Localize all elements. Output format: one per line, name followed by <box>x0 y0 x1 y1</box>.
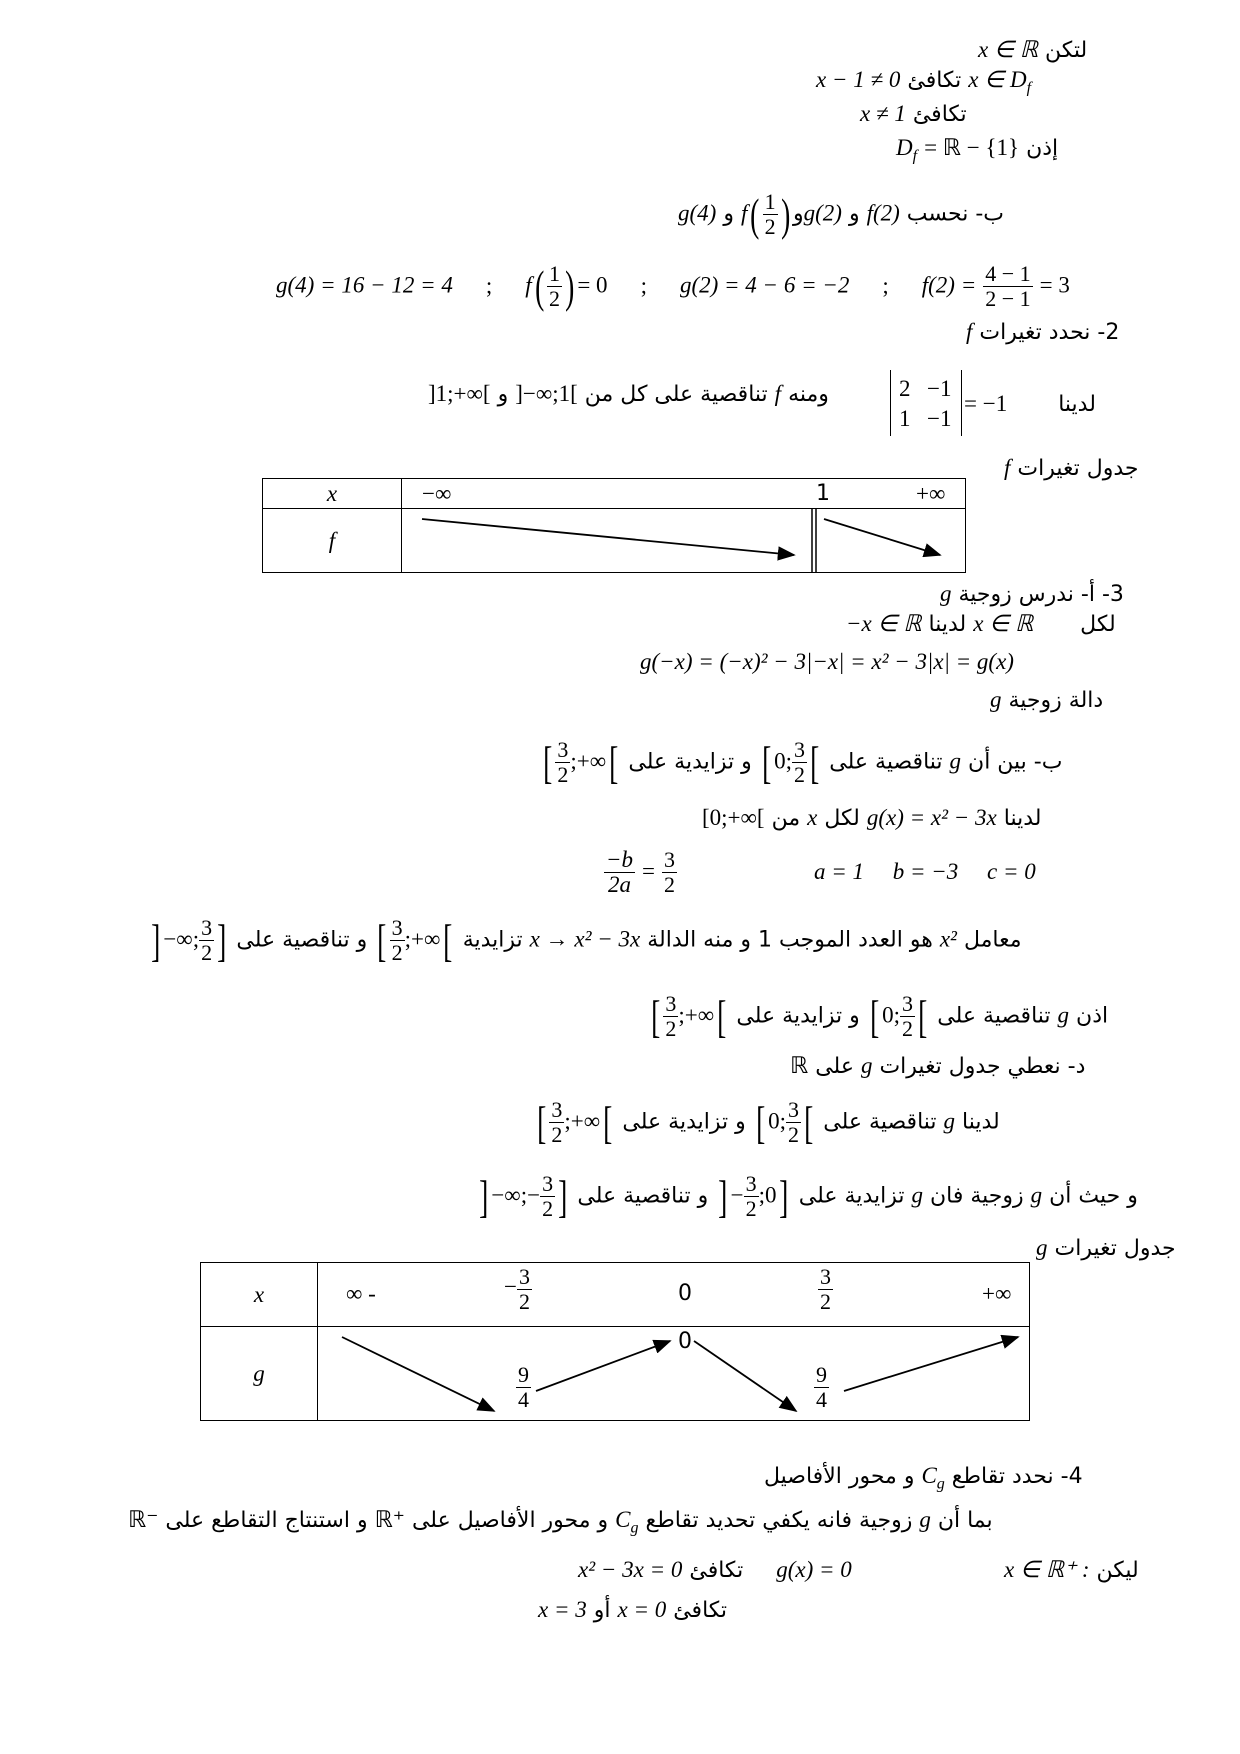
math: C <box>615 1507 631 1532</box>
text: تكافئ <box>673 1598 728 1623</box>
line-forall <box>846 610 1116 639</box>
math: g(x) = x² − 3x <box>866 805 997 830</box>
det-entry: −1 <box>927 406 952 431</box>
text: لدينا <box>962 1109 1000 1135</box>
frac-den: 2 <box>745 1196 757 1221</box>
math: f <box>966 319 973 344</box>
caption-f-table <box>1004 454 1138 483</box>
frac-num: 3 <box>793 737 805 762</box>
math: ]−∞;1[ <box>515 381 578 406</box>
frac-num: 3 <box>745 1171 757 1196</box>
text: لدينا <box>1058 392 1096 417</box>
text: تكافئ <box>907 68 962 93</box>
text: لكل <box>1080 612 1116 637</box>
math: −x ∈ ℝ <box>846 611 922 636</box>
line-vertex <box>604 848 677 897</box>
increasing-arrow <box>536 1341 670 1391</box>
math: f <box>1004 455 1011 480</box>
text: ومنه <box>788 382 829 407</box>
fraction: $\frac{4 - 1}{2 - 1}$ <box>985 261 1031 311</box>
value-one: 1 <box>816 481 830 506</box>
math: g <box>990 687 1002 712</box>
line-equiv-domain <box>816 66 1031 102</box>
frac-den: 2 <box>201 940 213 965</box>
math: ;+∞ <box>570 748 607 774</box>
decreasing-arrow <box>422 519 794 555</box>
frac-num: −b <box>606 847 634 872</box>
line-since-even-4 <box>128 1506 993 1542</box>
decreasing-arrow <box>342 1337 494 1411</box>
minus-infinity: −∞ <box>422 481 452 506</box>
frac-den: 2 <box>551 1122 563 1147</box>
text: ب- بين أن <box>968 749 1063 775</box>
math-sub: f <box>912 147 918 165</box>
frac-den: 2 <box>518 1289 530 1314</box>
text: و <box>848 201 860 227</box>
value-zero: 0 <box>678 1281 692 1306</box>
math: g <box>911 1182 923 1208</box>
text: تزايدية على <box>798 1183 905 1209</box>
math: −∞;− <box>491 1182 541 1208</box>
text: تكافئ <box>689 1558 744 1583</box>
math: ℝ⁺ <box>374 1507 405 1532</box>
frac-num: 3 <box>201 915 213 940</box>
heading-2 <box>966 318 1119 347</box>
sep: ; <box>640 272 647 298</box>
text: و تزايدية على <box>628 749 752 775</box>
line-coef-sign: ] −∞; $\frac{3}{2}$ ] و تناقصية على [ $\frac{3}{2}$ ;+∞[ تزايدية x → x² − 3x هو العدد الموجب 1 و منه الدالة x² معامل <box>151 914 1022 966</box>
frac-den: 2 <box>820 1289 831 1314</box>
math: ;+∞ <box>404 926 441 952</box>
fraction: $\frac{1}{2}$ <box>764 189 776 239</box>
text: بما أن <box>937 1508 993 1533</box>
caption-g-table <box>1036 1234 1176 1263</box>
math: x ∈ ℝ <box>978 37 1038 62</box>
line-gx-def <box>702 804 1041 833</box>
text: على <box>815 1054 854 1079</box>
math-sub: g <box>630 1519 639 1537</box>
text: و <box>793 201 804 227</box>
text: تناقصية على <box>937 1003 1051 1029</box>
math: − <box>730 1182 744 1208</box>
det-entry: −1 <box>927 376 952 401</box>
math: = 0 <box>577 272 608 298</box>
math: x ∈ D <box>968 67 1027 92</box>
line-compute-title: g(4) و f( $\frac{1}{2}$ ) وg(2) و f(2) ب- نحسب <box>678 188 1004 240</box>
math: g <box>860 1053 873 1078</box>
text: و تزايدية على <box>736 1003 860 1029</box>
text: و تناقصية على <box>236 927 368 953</box>
variation-table-f <box>262 478 966 573</box>
frac-den: 2 <box>391 940 403 965</box>
math: g <box>1030 1182 1043 1208</box>
math: g <box>1057 1002 1070 1028</box>
math: g <box>949 748 962 774</box>
minus-infinity: ∞ - <box>346 1281 376 1306</box>
decreasing-arrow <box>694 1341 796 1411</box>
line-let <box>978 36 1087 65</box>
text: لدينا <box>1003 806 1042 831</box>
text: زوجية فانه يكفي تحديد تقاطع <box>645 1508 913 1533</box>
frac-den: 2 <box>787 1122 799 1147</box>
text: تزايدية <box>462 927 523 953</box>
line-solve-1 <box>578 1556 852 1585</box>
line-even <box>990 686 1103 715</box>
fraction: $\frac{1}{2}$ <box>549 261 560 311</box>
math: 0; <box>882 1002 900 1028</box>
math: g <box>1036 1235 1048 1260</box>
determinant <box>890 370 962 436</box>
text: أو <box>593 1598 611 1623</box>
math-sub: f <box>1026 79 1032 97</box>
text: و تناقصية على <box>577 1183 709 1209</box>
line-coefficients <box>814 858 1036 887</box>
frac-den: 2 <box>901 1016 913 1041</box>
text: تناقصية على <box>829 749 943 775</box>
text: و محور الأفاصيل على <box>411 1508 609 1533</box>
text: جدول تغيرات <box>1017 456 1139 481</box>
text: 2- نحدد تغيرات <box>979 320 1120 345</box>
math: f(2) <box>866 200 900 226</box>
math: f <box>525 272 532 298</box>
frac-num: 3 <box>391 915 403 940</box>
text: إذن <box>1026 136 1059 161</box>
text: هو العدد الموجب 1 و منه الدالة <box>647 927 933 953</box>
frac-num: 9 <box>816 1362 827 1387</box>
frac-num: 3 <box>518 1264 530 1289</box>
text: تكافئ <box>912 102 967 127</box>
text: و تزايدية على <box>622 1109 746 1135</box>
math: x − 1 ≠ 0 <box>816 67 901 92</box>
math: ℝ <box>790 1053 809 1078</box>
math: f <box>740 200 748 226</box>
math: g(2) = 4 − 6 = −2 <box>679 272 850 298</box>
math: [0;+∞[ <box>702 805 765 830</box>
frac-den: 4 <box>518 1387 529 1412</box>
math: D <box>896 135 913 160</box>
g-variation-arrows <box>318 1327 1030 1421</box>
frac-num: 3 <box>542 1171 554 1196</box>
frac-num: 3 <box>820 1264 831 1289</box>
frac-den: 2 <box>557 762 569 787</box>
math: x <box>807 805 818 830</box>
sep: ; <box>485 272 493 298</box>
frac-num: 3 <box>665 991 677 1016</box>
frac-num: 3 <box>551 1097 563 1122</box>
value-zero-max: 0 <box>678 1329 692 1354</box>
math: ;+∞ <box>678 1002 715 1028</box>
frac-num: 3 <box>901 991 913 1016</box>
det-result <box>964 390 1096 419</box>
text: لتكن <box>1044 38 1088 63</box>
text: ب- نحسب <box>906 201 1004 227</box>
table-g-label: g <box>253 1360 265 1386</box>
math-sub: g <box>936 1475 945 1493</box>
text: زوجية فان <box>929 1183 1024 1209</box>
heading-4 <box>764 1462 1083 1498</box>
text: اذن <box>1076 1003 1109 1029</box>
decreasing-arrow <box>824 519 940 555</box>
line-compute-values: g(4) = 16 − 12 = 4 ; f( $\frac{1}{2}$ ) = 0 ; g(2) = 4 − 6 = −2 ; f(2) = $\frac{4 - 1}{2 - 1}$ = 3 <box>276 260 1070 312</box>
math: = 3 <box>1039 272 1070 298</box>
math: = ℝ − {1} <box>924 135 1020 160</box>
text: لدينا <box>928 612 967 637</box>
table-x-label: x <box>253 1281 265 1307</box>
math: − <box>504 1274 517 1299</box>
text: جدول تغيرات <box>1054 1236 1176 1261</box>
math: g <box>919 1507 931 1532</box>
increasing-arrow <box>844 1337 1018 1391</box>
line-since-even: ] −∞;− $\frac{3}{2}$ ] و تناقصية على ] − $\frac{3}{2}$ ;0] تزايدية على g زوجية فان g و حيث أن <box>479 1170 1138 1222</box>
math: g(4) = 16 − 12 = 4 <box>276 272 453 298</box>
line-have-monotonic: [ $\frac{3}{2}$ ;+∞[ و تزايدية على [ 0; $\frac{3}{2}$ [ تناقصية على g لدينا <box>537 1096 1000 1148</box>
math: g <box>943 1108 956 1134</box>
math: x = 0 <box>617 1597 667 1622</box>
text: 4- نحدد تقاطع <box>951 1464 1083 1489</box>
text: و محور الأفاصيل <box>764 1464 915 1489</box>
math: 0; <box>768 1108 786 1134</box>
sep: ; <box>882 272 889 298</box>
text: و حيث أن <box>1049 1183 1138 1209</box>
table-f-label: f <box>328 527 336 553</box>
text: معامل <box>963 927 1022 953</box>
text: تناقصية على كل من <box>584 382 768 407</box>
math: ]1;+∞[ <box>428 381 491 406</box>
math: x = 3 <box>538 1597 587 1622</box>
line-parity-eq <box>640 648 1014 677</box>
text: لكل <box>824 806 860 831</box>
math: C <box>921 1463 937 1488</box>
heading-3a <box>940 580 1124 609</box>
text: و استنتاج التقاطع على <box>165 1508 368 1533</box>
math: x² − 3x = 0 <box>578 1557 683 1582</box>
frac-den: 2 <box>793 762 805 787</box>
line-3b-title: [ $\frac{3}{2}$ ;+∞[ و تزايدية على [ 0; $\frac{3}{2}$ [ تناقصية على g ب- بين أن <box>543 736 1063 788</box>
variation-table-g <box>200 1262 1030 1421</box>
text: ليكن <box>1096 1558 1139 1583</box>
math: g(4) <box>678 200 717 226</box>
f-variation-arrows <box>402 509 966 573</box>
math: 0; <box>774 748 792 774</box>
math: f(2) = <box>921 272 977 298</box>
frac-num: 9 <box>518 1362 529 1387</box>
det-entry: 2 <box>899 376 911 401</box>
math: ℝ⁻ <box>128 1507 159 1532</box>
frac-den: 4 <box>816 1387 827 1412</box>
plus-infinity: +∞ <box>982 1281 1012 1306</box>
line-solve-2 <box>538 1596 727 1625</box>
math: x → x² − 3x <box>529 926 641 952</box>
plus-infinity: +∞ <box>916 481 946 506</box>
table-x-label: x <box>326 480 338 506</box>
det-entry: 1 <box>899 406 911 431</box>
frac-den: 2 <box>664 872 676 897</box>
text: دالة زوجية <box>1008 688 1104 713</box>
frac-den: 2 <box>665 1016 677 1041</box>
math: f <box>774 381 782 406</box>
math: x² <box>939 926 957 952</box>
line-domain-result <box>896 134 1058 170</box>
math: g(2) <box>803 200 842 226</box>
frac-num: 3 <box>557 737 569 762</box>
math: g <box>940 581 952 606</box>
text: د- نعطي جدول تغيرات <box>879 1054 1086 1079</box>
line-let-x <box>1004 1556 1139 1585</box>
math: = <box>642 858 656 884</box>
text: من <box>771 806 801 831</box>
heading-3d <box>790 1052 1085 1081</box>
math: x ∈ ℝ <box>973 611 1034 636</box>
text: و <box>497 382 509 407</box>
math: −∞; <box>163 926 200 952</box>
math: a = 1 b = −3 c = 0 <box>814 859 1036 884</box>
math: x ≠ 1 <box>860 101 906 126</box>
text: 3- أ- ندرس زوجية <box>958 582 1124 607</box>
math: ;+∞ <box>564 1108 601 1134</box>
frac-den: 2 <box>542 1196 554 1221</box>
math: g(−x) = (−x)² − 3|−x| = x² − 3|x| = g(x) <box>640 649 1014 674</box>
math: x ∈ ℝ⁺ : <box>1004 1557 1090 1582</box>
math: ;0 <box>758 1182 777 1208</box>
line-equiv-ne1 <box>860 100 967 129</box>
math: = −1 <box>964 391 1008 416</box>
line-thus-monotonic: [ $\frac{3}{2}$ ;+∞[ و تزايدية على [ 0; $\frac{3}{2}$ [ تناقصية على g اذن <box>651 990 1109 1042</box>
math: g(x) = 0 <box>776 1557 852 1582</box>
frac-den: 2a <box>608 872 632 897</box>
line-determinant <box>428 380 829 409</box>
frac-num: 3 <box>787 1097 799 1122</box>
text: و <box>723 201 734 227</box>
text: تناقصية على <box>823 1109 937 1135</box>
frac-num: 3 <box>664 847 676 872</box>
